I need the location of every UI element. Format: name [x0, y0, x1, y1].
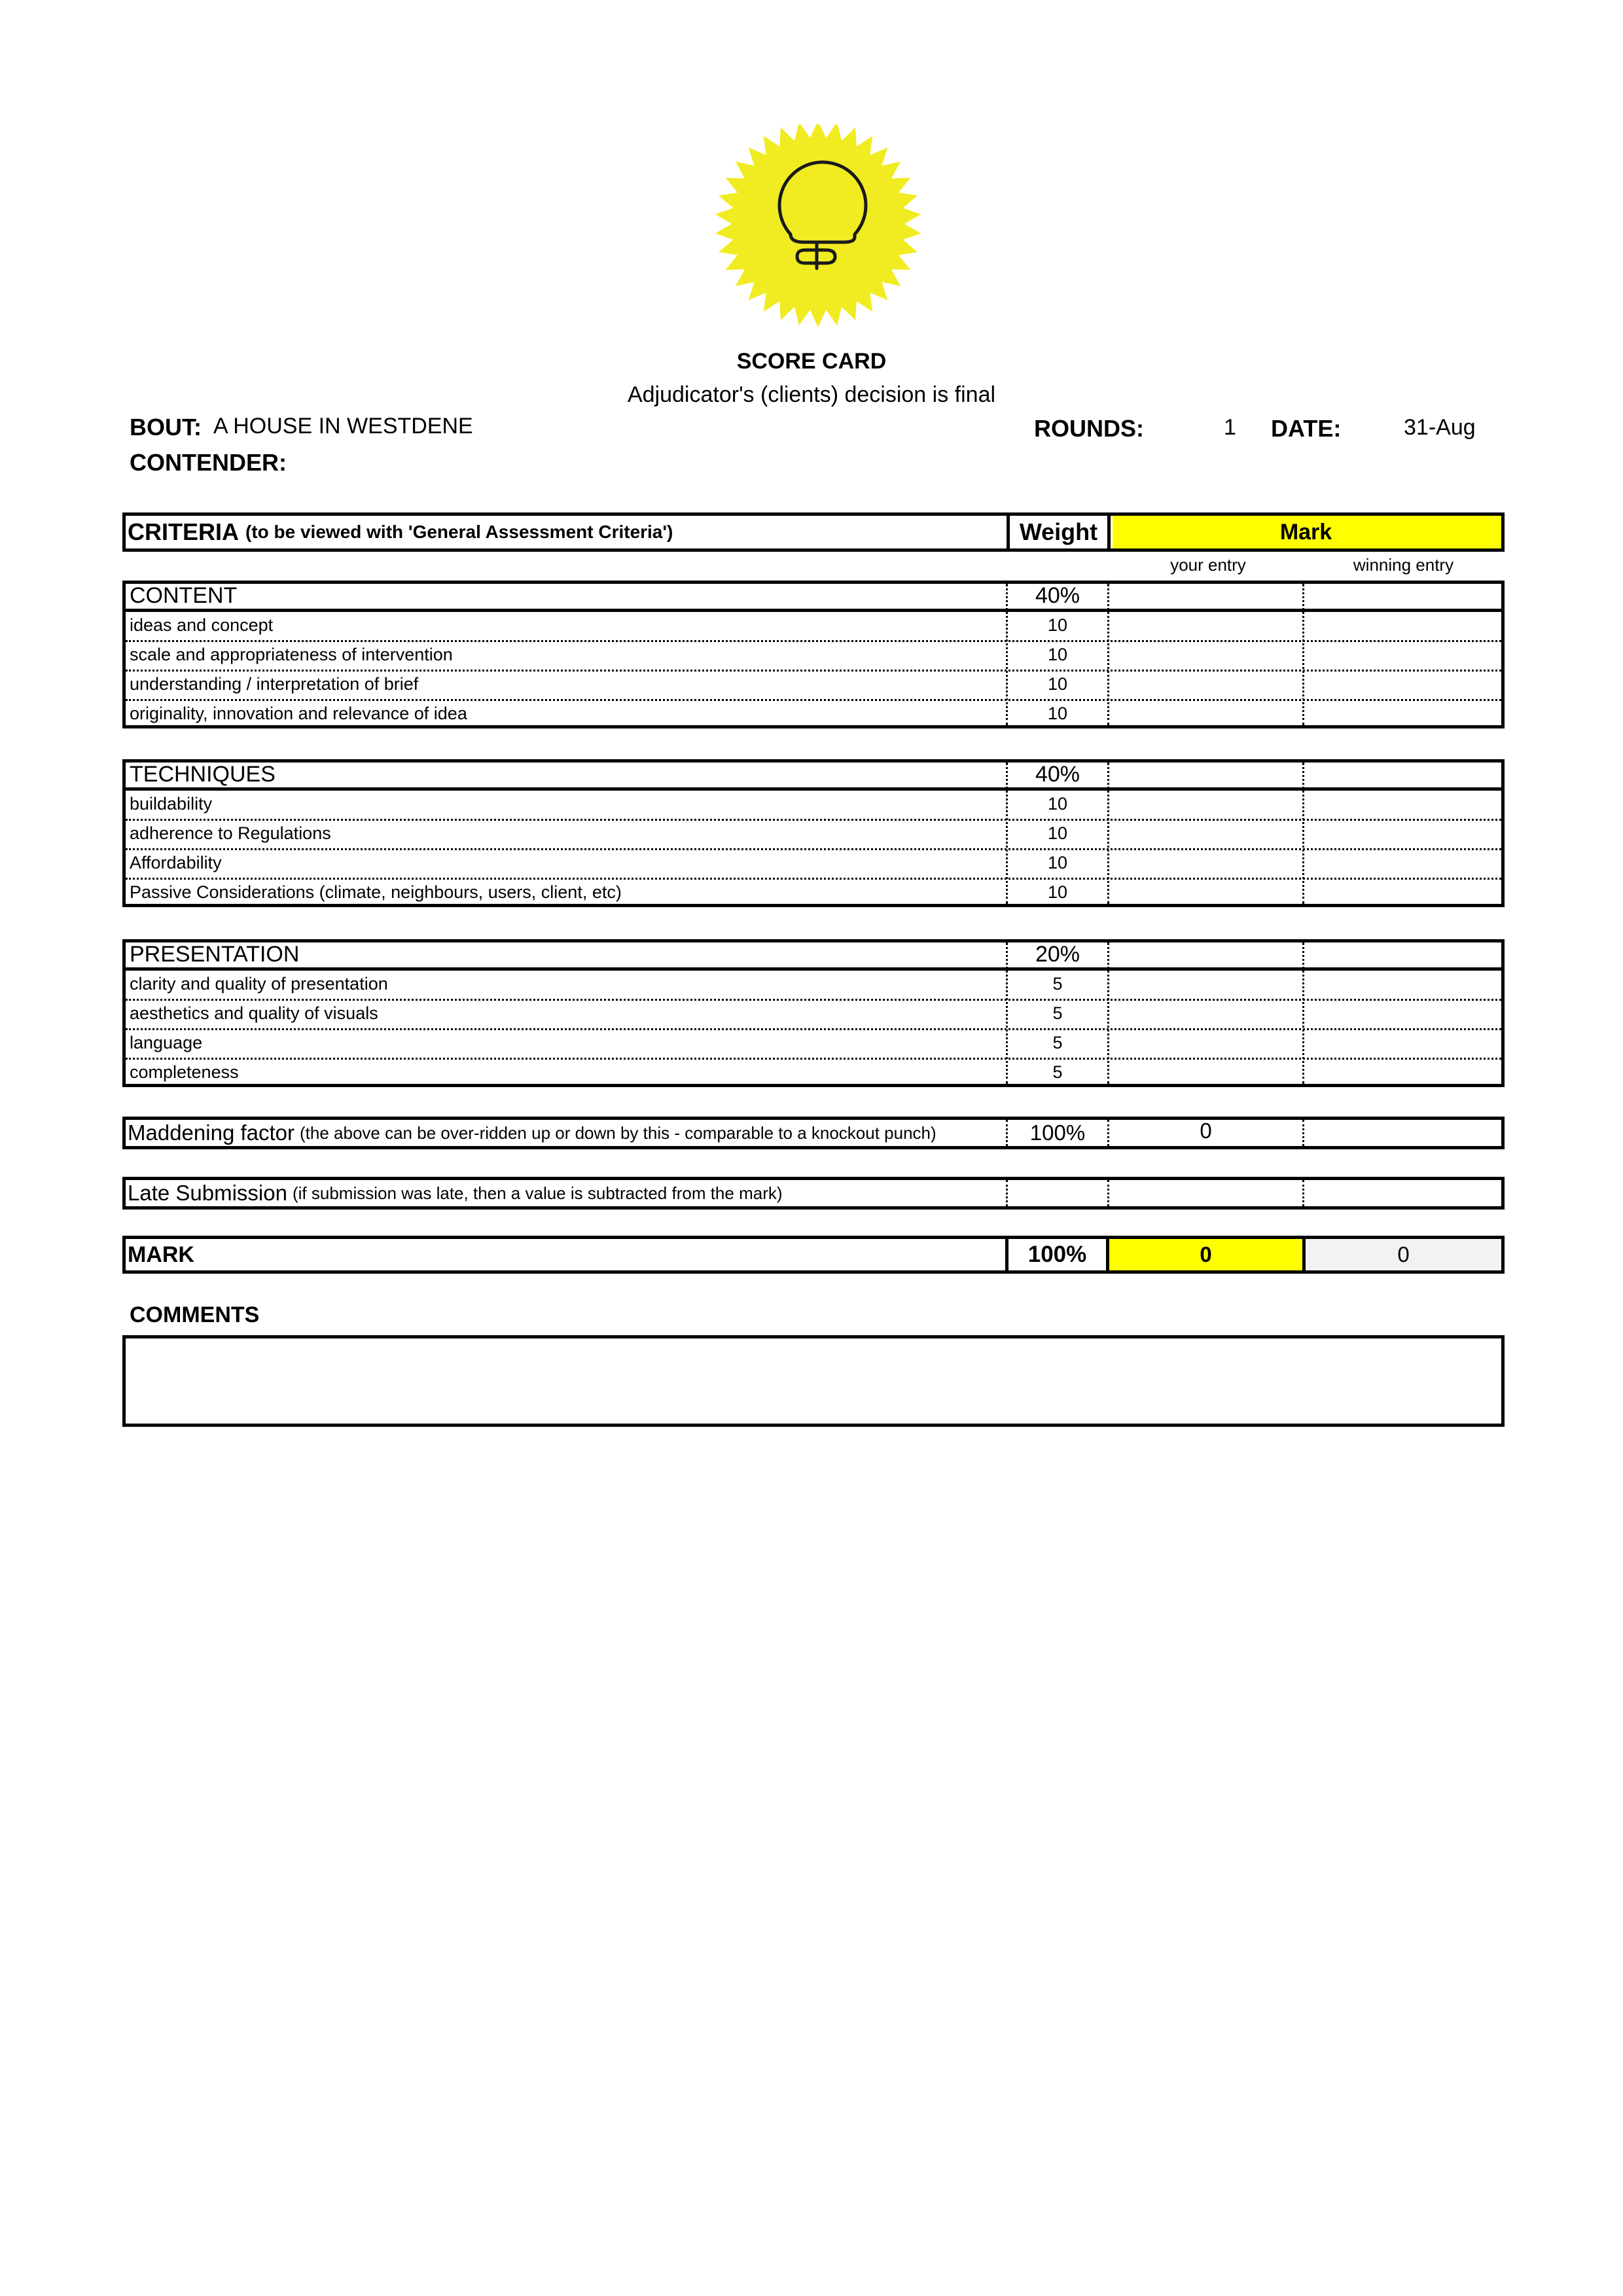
criteria-header-label: CRITERIA [128, 518, 239, 545]
criteria-header [128, 516, 1005, 548]
section-your-entry[interactable] [1109, 942, 1302, 967]
criterion-label: originality, innovation and relevance of idea [130, 704, 467, 723]
criterion-winning-entry[interactable] [1306, 701, 1501, 726]
criterion-weight: 5 [1052, 1003, 1063, 1023]
maddening-note: (the above can be over-ridden up or down by this - comparable to a knockout punch) [300, 1122, 936, 1143]
criterion-weight: 10 [1047, 645, 1068, 664]
section-weight: 20% [1035, 941, 1080, 967]
column-rule [1302, 942, 1304, 1084]
late-weight[interactable] [1008, 1180, 1107, 1206]
criterion-your-entry[interactable] [1109, 791, 1302, 817]
column-rule [1302, 762, 1304, 904]
criterion-weight: 5 [1052, 1062, 1063, 1082]
date-value: 31-Aug [1404, 415, 1476, 440]
section-weight: 40% [1035, 761, 1080, 787]
criterion-label: adherence to Regulations [130, 823, 331, 843]
criterion-winning-entry[interactable] [1306, 1060, 1501, 1085]
section-name: CONTENT [130, 583, 238, 608]
criterion-label: completeness [130, 1062, 239, 1082]
criterion-winning-entry[interactable] [1306, 642, 1501, 668]
late-submission-cell [128, 1180, 1005, 1206]
section-name: PRESENTATION [130, 941, 300, 967]
criterion-label: buildability [130, 794, 213, 814]
maddening-cell [128, 1120, 1005, 1146]
criterion-your-entry[interactable] [1109, 1001, 1302, 1026]
winning-entry-header: winning entry [1353, 554, 1454, 575]
section-name: TECHNIQUES [130, 761, 276, 787]
section-winning-entry[interactable] [1306, 762, 1501, 787]
criterion-weight: 10 [1047, 615, 1068, 635]
section-your-entry[interactable] [1109, 584, 1302, 609]
criterion-winning-entry[interactable] [1306, 613, 1501, 638]
late-submission-note: (if submission was late, then a value is subtracted from the mark) [292, 1183, 783, 1203]
maddening-winning-entry[interactable] [1306, 1120, 1501, 1146]
criterion-weight: 10 [1047, 674, 1068, 694]
page-subtitle: Adjudicator's (clients) decision is final [627, 382, 996, 407]
criterion-your-entry[interactable] [1109, 1030, 1302, 1056]
maddening-label: Maddening factor [128, 1121, 294, 1145]
criterion-winning-entry[interactable] [1306, 1001, 1501, 1026]
late-submission-label: Late Submission [128, 1181, 287, 1205]
weight-header: Weight [1019, 518, 1098, 545]
criterion-winning-entry[interactable] [1306, 850, 1501, 876]
criterion-your-entry[interactable] [1109, 672, 1302, 697]
rounds-label: ROUNDS: [1034, 415, 1144, 442]
late-your-entry[interactable] [1109, 1180, 1302, 1206]
mark-total-label: MARK [128, 1242, 194, 1267]
mark-header: Mark [1279, 519, 1332, 545]
criterion-label: language [130, 1033, 203, 1052]
mark-total-weight: 100% [1027, 1242, 1087, 1267]
section-winning-entry[interactable] [1306, 584, 1501, 609]
criterion-winning-entry[interactable] [1306, 821, 1501, 846]
criterion-label: ideas and concept [130, 615, 274, 635]
date-label: DATE: [1271, 415, 1342, 442]
criterion-winning-entry[interactable] [1306, 1030, 1501, 1056]
criterion-label: aesthetics and quality of visuals [130, 1003, 378, 1023]
section-weight: 40% [1035, 583, 1080, 608]
rounds-value: 1 [1224, 415, 1236, 440]
criterion-your-entry[interactable] [1109, 850, 1302, 876]
criterion-your-entry[interactable] [1109, 701, 1302, 726]
criteria-header-note: (to be viewed with 'General Assessment Criteria') [245, 522, 673, 542]
criterion-label: understanding / interpretation of brief [130, 674, 419, 694]
maddening-weight: 100% [1029, 1121, 1086, 1145]
comments-box[interactable] [122, 1335, 1505, 1427]
criterion-your-entry[interactable] [1109, 971, 1302, 997]
criterion-label: Affordability [130, 853, 222, 872]
criterion-winning-entry[interactable] [1306, 672, 1501, 697]
your-entry-header: your entry [1170, 554, 1246, 575]
criterion-weight: 10 [1047, 853, 1068, 872]
criterion-your-entry[interactable] [1109, 642, 1302, 668]
late-winning-entry[interactable] [1306, 1180, 1501, 1206]
criterion-your-entry[interactable] [1109, 821, 1302, 846]
criterion-weight: 10 [1047, 823, 1068, 843]
criterion-weight: 10 [1047, 882, 1068, 902]
criterion-weight: 10 [1047, 704, 1068, 723]
maddening-your-entry[interactable]: 0 [1200, 1119, 1212, 1143]
criterion-label: clarity and quality of presentation [130, 974, 388, 994]
criterion-weight: 10 [1047, 794, 1068, 814]
criterion-weight: 5 [1052, 1033, 1063, 1052]
bout-value: A HOUSE IN WESTDENE [213, 414, 473, 439]
section-your-entry[interactable] [1109, 762, 1302, 787]
sun-seal-logo [713, 124, 923, 334]
mark-total-your-entry: 0 [1200, 1242, 1212, 1266]
criterion-label: scale and appropriateness of intervention [130, 645, 453, 664]
criterion-your-entry[interactable] [1109, 880, 1302, 905]
bout-label: BOUT: [130, 414, 202, 440]
criterion-weight: 5 [1052, 974, 1063, 994]
mark-total-winning-entry: 0 [1397, 1242, 1410, 1266]
criterion-winning-entry[interactable] [1306, 880, 1501, 905]
criterion-winning-entry[interactable] [1306, 971, 1501, 997]
contender-label: CONTENDER: [130, 449, 287, 476]
criterion-your-entry[interactable] [1109, 1060, 1302, 1085]
column-rule [1302, 584, 1304, 725]
criterion-your-entry[interactable] [1109, 613, 1302, 638]
page-title: SCORE CARD [736, 349, 887, 374]
criterion-label: Passive Considerations (climate, neighbours, users, client, etc) [130, 882, 622, 902]
section-winning-entry[interactable] [1306, 942, 1501, 967]
comments-label: COMMENTS [130, 1302, 260, 1327]
criterion-winning-entry[interactable] [1306, 791, 1501, 817]
